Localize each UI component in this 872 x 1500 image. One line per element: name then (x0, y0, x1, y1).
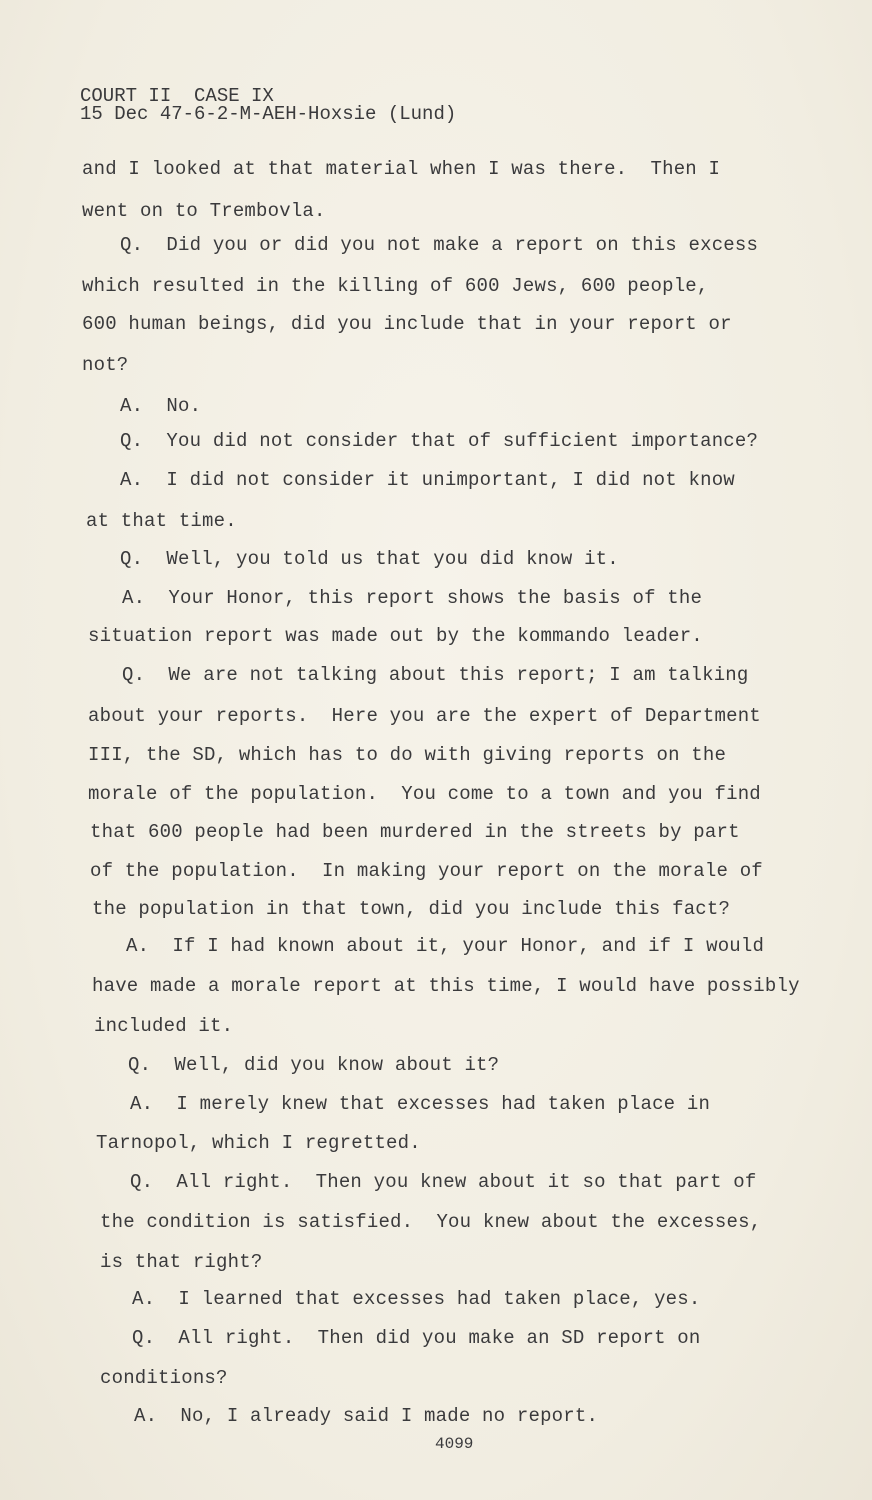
transcript-line: and I looked at that material when I was there. Then I (82, 158, 721, 180)
transcript-line: of the population. In making your report on the morale of (90, 860, 763, 882)
transcript-line: the population in that town, did you include this fact? (92, 898, 731, 920)
transcript-line: III, the SD, which has to do with giving reports on the (88, 744, 727, 766)
transcript-line: Q. You did not consider that of sufficient importance? (120, 430, 759, 452)
transcript-line: A. No, I already said I made no report. (134, 1405, 599, 1427)
header-session-info: 15 Dec 47-6-2-M-AEH-Hoxsie (Lund) (80, 103, 457, 125)
transcript-line: Q. All right. Then you knew about it so that part of (130, 1171, 757, 1193)
transcript-line: the condition is satisfied. You knew about the excesses, (100, 1211, 762, 1233)
transcript-line: situation report was made out by the kommando leader. (88, 625, 703, 647)
transcript-line: A. I merely knew that excesses had taken place in (130, 1093, 711, 1115)
transcript-line: went on to Trembovla. (82, 200, 326, 222)
transcript-line: Q. Well, did you know about it? (128, 1054, 500, 1076)
transcript-line: 600 human beings, did you include that in your report or (82, 313, 732, 335)
transcript-line: is that right? (100, 1251, 263, 1273)
transcript-line: included it. (94, 1015, 234, 1037)
transcript-line: A. I learned that excesses had taken place, yes. (132, 1288, 701, 1310)
transcript-line: Q. All right. Then did you make an SD report on (132, 1327, 701, 1349)
transcript-line: that 600 people had been murdered in the streets by part (90, 821, 740, 843)
transcript-line: morale of the population. You come to a town and you find (88, 783, 761, 805)
transcript-line: A. No. (120, 395, 202, 417)
transcript-line: A. I did not consider it unimportant, I did not know (120, 469, 735, 491)
transcript-line: Tarnopol, which I regretted. (96, 1132, 421, 1154)
transcript-line: Q. Did you or did you not make a report on this excess (120, 234, 759, 256)
transcript-line: Q. Well, you told us that you did know it. (120, 548, 619, 570)
header-court-case: COURT II CASE IX (80, 85, 274, 107)
transcript-line: conditions? (100, 1367, 228, 1389)
transcript-line: A. Your Honor, this report shows the basis of the (122, 587, 703, 609)
transcript-line: which resulted in the killing of 600 Jews, 600 people, (82, 275, 709, 297)
transcript-line: at that time. (86, 510, 237, 532)
transcript-line: Q. We are not talking about this report; I am talking (122, 664, 749, 686)
transcript-line: have made a morale report at this time, I would have possibly (92, 975, 800, 997)
page-number: 4099 (435, 1435, 474, 1453)
transcript-line: not? (82, 354, 129, 376)
transcript-line: A. If I had known about it, your Honor, and if I would (126, 935, 765, 957)
transcript-line: about your reports. Here you are the expert of Department (88, 705, 761, 727)
